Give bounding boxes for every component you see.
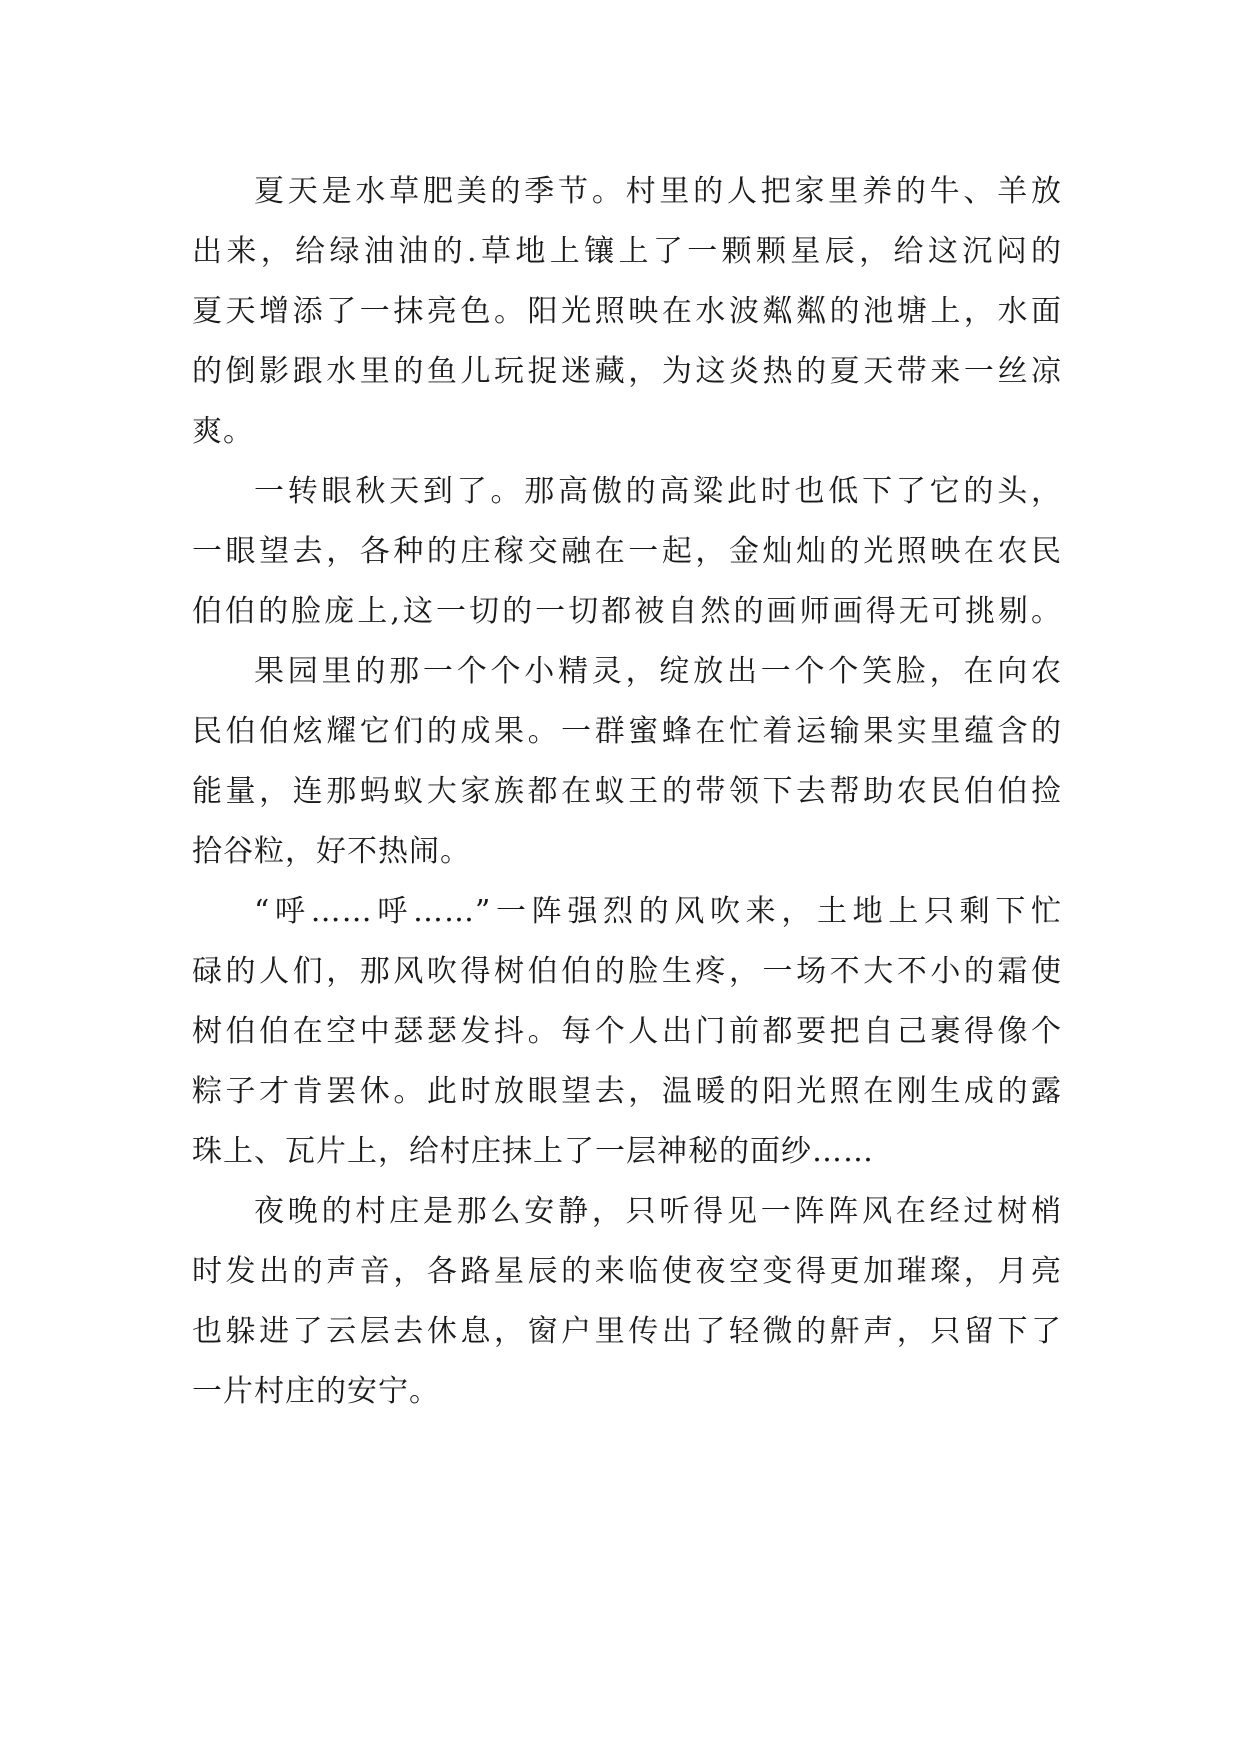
paragraph-orchard [192, 642, 1062, 882]
text-line: 一转眼秋天到了。那高傲的高粱此时也低下了它的头， [254, 474, 1062, 509]
text-line: 伯伯的脸庞上,这一切的一切都被自然的画师画得无可挑剔。 [192, 594, 1062, 629]
text-line: 夏天增添了一抹亮色。阳光照映在水波粼粼的池塘上，水面 [192, 294, 1062, 329]
text-line: “呼……呼……”一阵强烈的风吹来，土地上只剩下忙 [254, 894, 1062, 929]
text-line: 夏天是水草肥美的季节。村里的人把家里养的牛、羊放 [254, 174, 1062, 209]
text-line: 时发出的声音，各路星辰的来临使夜空变得更加璀璨，月亮 [192, 1254, 1062, 1289]
text-line: 民伯伯炫耀它们的成果。一群蜜蜂在忙着运输果实里蕴含的 [192, 714, 1062, 749]
text-line: 树伯伯在空中瑟瑟发抖。每个人出门前都要把自己裹得像个 [192, 1014, 1062, 1049]
text-line: 一片村庄的安宁。 [192, 1374, 440, 1409]
text-line: 能量，连那蚂蚁大家族都在蚁王的带领下去帮助农民伯伯捡 [192, 774, 1062, 809]
text-line: 粽子才肯罢休。此时放眼望去，温暖的阳光照在刚生成的露 [192, 1074, 1062, 1109]
text-line: 爽。 [192, 414, 254, 449]
text-line: 出来，给绿油油的.草地上镶上了一颗颗星辰，给这沉闷的 [192, 234, 1062, 269]
text-line: 夜晚的村庄是那么安静，只听得见一阵阵风在经过树梢 [254, 1194, 1062, 1229]
document-page [192, 162, 1062, 1422]
text-line: 一眼望去，各种的庄稼交融在一起，金灿灿的光照映在农民 [192, 534, 1062, 569]
paragraph-night [192, 1182, 1062, 1422]
text-line: 果园里的那一个个小精灵，绽放出一个个笑脸，在向农 [254, 654, 1062, 689]
text-line: 珠上、瓦片上，给村庄抹上了一层神秘的面纱…… [192, 1134, 874, 1169]
paragraph-summer [192, 162, 1062, 462]
text-line: 的倒影跟水里的鱼儿玩捉迷藏，为这炎热的夏天带来一丝凉 [192, 354, 1062, 389]
text-line: 碌的人们，那风吹得树伯伯的脸生疼，一场不大不小的霜使 [192, 954, 1062, 989]
paragraph-winter [192, 882, 1062, 1182]
text-line: 拾谷粒，好不热闹。 [192, 834, 471, 869]
text-line: 也躲进了云层去休息，窗户里传出了轻微的鼾声，只留下了 [192, 1314, 1062, 1349]
paragraph-autumn [192, 462, 1062, 642]
